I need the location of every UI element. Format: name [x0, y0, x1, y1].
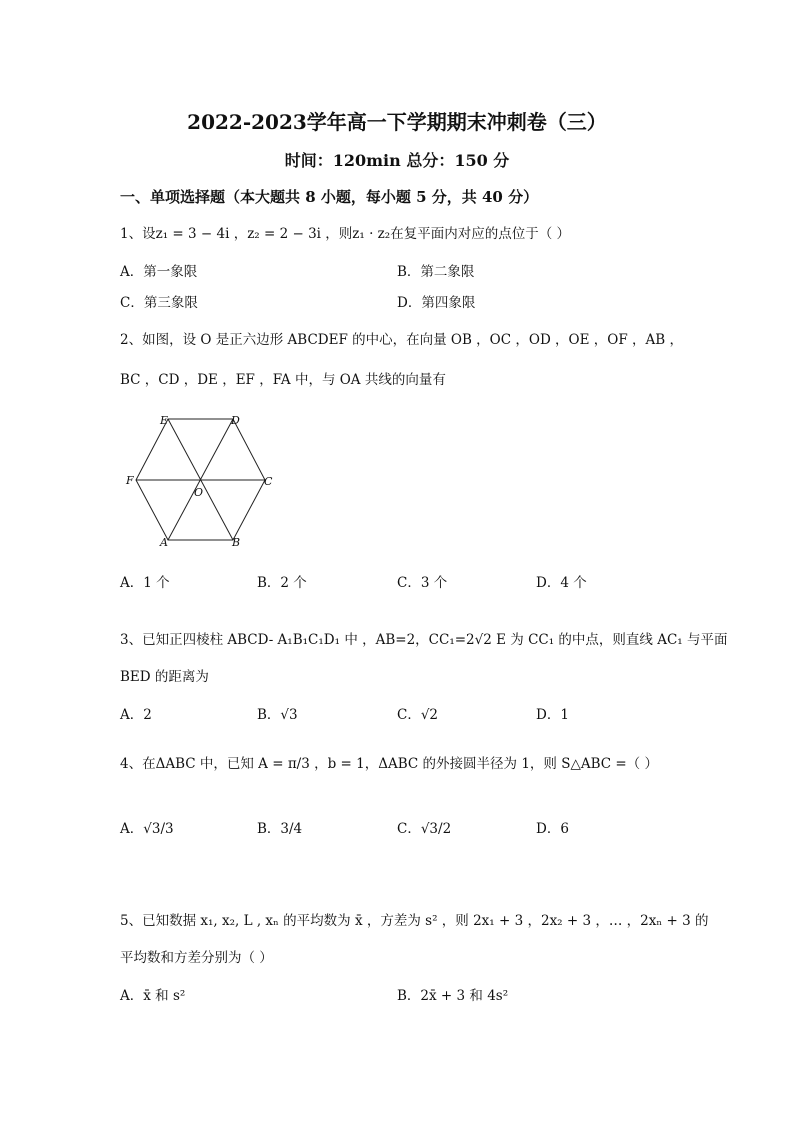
question-2-option-b: B．2 个 — [257, 575, 307, 591]
question-4-option-a: A．√3/3 — [120, 821, 174, 837]
vertex-label-d: D — [231, 414, 240, 427]
question-4-stem: 4、在ΔABC 中，已知 A = π/3 ，b = 1，ΔABC 的外接圆半径为 1，则 S△ABC =（ ） — [120, 756, 658, 772]
vertex-label-a: A — [160, 536, 168, 549]
question-2-option-a: A．1 个 — [120, 575, 170, 591]
question-5-option-a: A．x̄ 和 s² — [120, 988, 186, 1004]
exam-info: 时间：120min 总分：150 分 — [284, 151, 510, 170]
question-3-option-a: A．2 — [120, 707, 152, 723]
question-2-option-c: C．3 个 — [397, 575, 448, 591]
section-heading: 一、单项选择题（本大题共 8 小题，每小题 5 分，共 40 分） — [120, 188, 539, 206]
question-5-stem-line2: 平均数和方差分别为（ ） — [120, 950, 273, 966]
question-3-option-c: C．√2 — [397, 707, 439, 723]
question-1-option-b: B．第二象限 — [397, 264, 475, 280]
question-2-stem-line1: 2、如图，设 O 是正六边形 ABCDEF 的中心，在向量 OB ，OC ，OD ，OE ，OF ，AB ， — [120, 332, 683, 348]
vertex-label-c: C — [264, 475, 273, 488]
question-2-option-d: D．4 个 — [536, 575, 587, 591]
center-label-o: O — [194, 486, 204, 499]
question-5-option-b: B．2x̄ + 3 和 4s² — [397, 988, 509, 1004]
page-title: 2022-2023学年高一下学期期末冲刺卷（三） — [187, 110, 607, 134]
vertex-label-b: B — [232, 536, 241, 549]
question-3-option-d: D．1 — [536, 707, 569, 723]
question-2-stem-line2: BC ，CD ，DE ，EF ，FA 中，与 OA 共线的向量有 — [120, 372, 446, 388]
question-4-option-b: B．3/4 — [257, 821, 303, 837]
question-4-option-d: D．6 — [536, 821, 569, 837]
question-3-stem-line2: BED 的距离为 — [120, 669, 209, 685]
question-1-option-a: A．第一象限 — [120, 264, 198, 280]
question-3-option-b: B．√3 — [257, 707, 298, 723]
question-1-option-d: D．第四象限 — [397, 295, 476, 311]
question-5-stem-line1: 5、已知数据 x₁, x₂, L , xₙ 的平均数为 x̄ ，方差为 s² ，则 2x₁ + 3 ，2x₂ + 3 ，… ，2xₙ + 3 的 — [120, 913, 709, 929]
question-3-stem-line1: 3、已知正四棱柱 ABCD- A₁B₁C₁D₁ 中 ，AB=2，CC₁=2√2 E 为 CC₁ 的中点，则直线 AC₁ 与平面 — [120, 632, 728, 648]
question-1-option-c: C．第三象限 — [120, 295, 198, 311]
vertex-label-e: E — [160, 414, 169, 427]
vertex-label-f: F — [126, 474, 134, 487]
question-4-option-c: C．√3/2 — [397, 821, 452, 837]
question-1-stem: 1、设z₁ = 3 − 4i ，z₂ = 2 − 3i ，则z₁ · z₂在复平面内对应的点位于（ ） — [120, 226, 571, 242]
hexagon-figure — [120, 410, 290, 550]
